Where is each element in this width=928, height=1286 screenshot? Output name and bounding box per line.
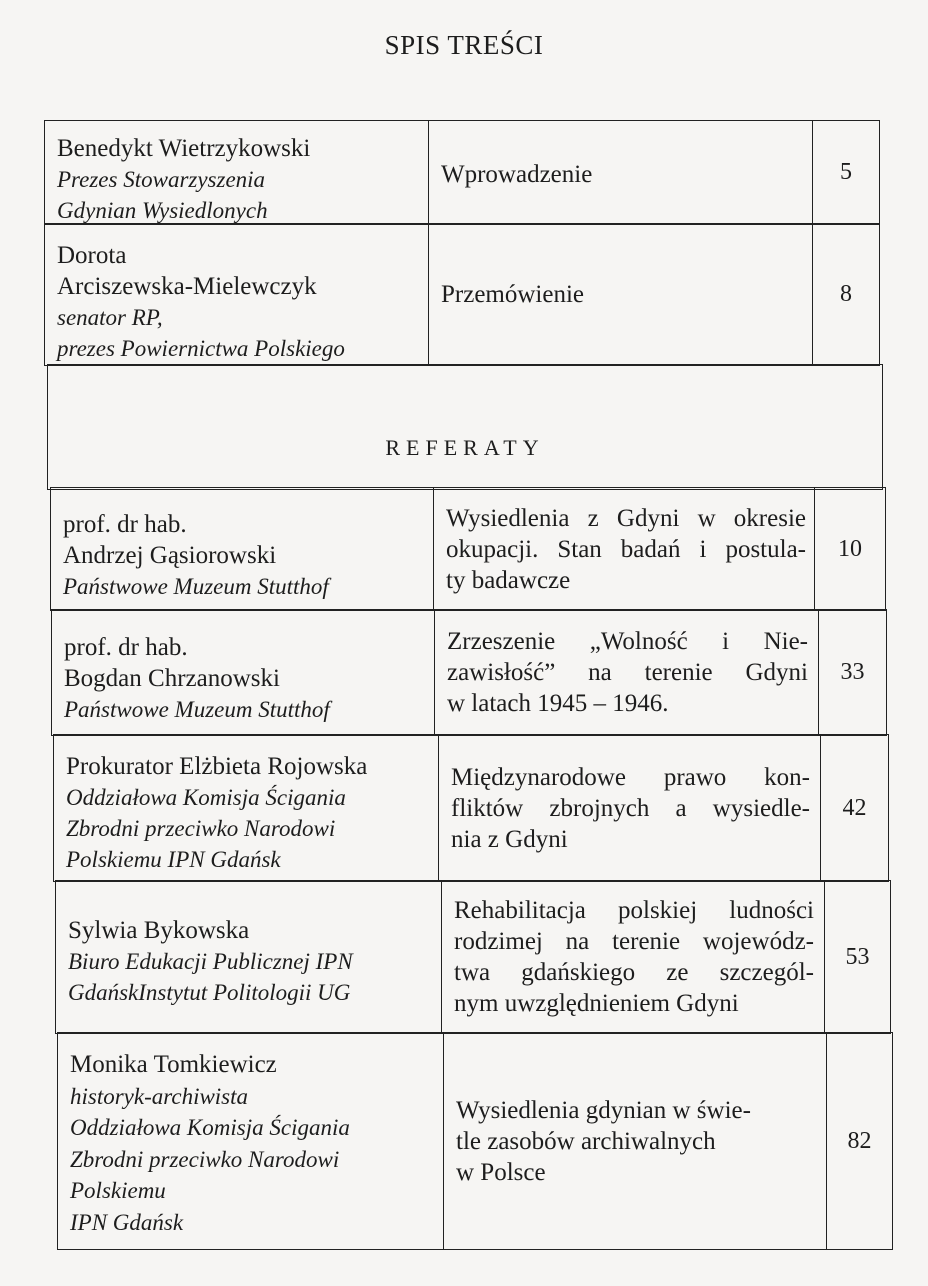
entry-author-block (51, 488, 434, 610)
entry-title-line: Zrzeszenie „Wolność i Nie- (447, 628, 808, 655)
author-affiliation: Państwowe Muzeum Stutthof (63, 574, 329, 599)
entry-title-line: Międzynarodowe prawo kon- (451, 763, 810, 791)
author-name: Dorota (57, 242, 127, 269)
entry-title-line: nia z Gdyni (451, 825, 568, 853)
author-affiliation: historyk-archiwista (70, 1083, 249, 1109)
toc-row-paper-2 (51, 609, 887, 736)
entry-author-block (58, 1033, 444, 1249)
author-affiliation: Gdynian Wysiedlonych (57, 198, 268, 223)
entry-title-line: Wysiedlenia z Gdyni w okresie (446, 504, 806, 532)
entry-title-line: nym uwzględnieniem Gdyni (454, 990, 739, 1017)
entry-page-number[interactable]: 82 (847, 1127, 872, 1154)
author-name: Sylwia Bykowska (68, 917, 250, 944)
author-affiliation: Prezes Stowarzyszenia (57, 167, 266, 192)
author-name: Arciszewska-Mielewczyk (57, 273, 317, 300)
author-affiliation: senator RP, (57, 305, 163, 330)
author-affiliation: GdańskInstytut Politologii UG (68, 980, 351, 1005)
section-heading: REFERATY (385, 435, 545, 460)
entry-title-line: rodzimej na terenie wojewódz- (454, 928, 814, 955)
entry-title-line: Wysiedlenia gdynian w świe- (456, 1096, 751, 1124)
entry-author-block (45, 121, 429, 224)
entry-page-number[interactable]: 42 (842, 794, 867, 821)
entry-title[interactable] (429, 224, 813, 365)
entry-page-number[interactable]: 8 (840, 281, 852, 307)
author-affiliation: Zbrodni przeciwko Narodowi (70, 1146, 340, 1172)
author-affiliation: Państwowe Muzeum Stutthof (64, 697, 330, 722)
entry-title-line: tle zasobów archiwalnych (456, 1127, 716, 1155)
entry-title[interactable] (434, 488, 814, 610)
entry-page-number[interactable]: 10 (838, 535, 862, 562)
entry-title-line: twa gdańskiego ze szczegól- (454, 959, 814, 986)
entry-page-number[interactable]: 33 (840, 659, 865, 685)
entry-title[interactable] (442, 881, 824, 1033)
entry-title-line: Przemówienie (441, 281, 585, 308)
entry-author-block (56, 881, 442, 1033)
author-name: Bogdan Chrzanowski (64, 665, 280, 692)
author-name: Prokurator Elżbieta Rojowska (66, 753, 368, 780)
author-affiliation: Oddziałowa Komisja Ścigania (66, 785, 346, 810)
entry-title[interactable] (444, 1033, 826, 1249)
entry-title-line: Rehabilitacja polskiej ludności (454, 897, 814, 924)
section-heading-row (47, 364, 883, 490)
author-affiliation: prezes Powiernictwa Polskiego (57, 336, 345, 361)
author-affiliation: Biuro Edukacji Publicznej IPN (68, 949, 353, 974)
entry-page-number[interactable]: 53 (845, 943, 870, 970)
entry-author-block (52, 610, 435, 735)
page-title: SPIS TREŚCI (384, 30, 544, 60)
author-affiliation: Polskiemu IPN Gdańsk (66, 847, 281, 872)
entry-title-line: w latach 1945 – 1946. (447, 690, 669, 717)
toc-row-paper-5 (57, 1032, 893, 1250)
entry-title[interactable] (439, 735, 820, 881)
author-name: Andrzej Gąsiorowski (63, 542, 277, 569)
author-name: Monika Tomkiewicz (70, 1051, 277, 1078)
entry-author-block (45, 224, 429, 365)
author-name: prof. dr hab. (64, 634, 188, 661)
entry-title-line: Wprowadzenie (441, 161, 593, 188)
author-name: prof. dr hab. (63, 511, 187, 538)
entry-title-line: fliktów zbrojnych a wysiedle- (451, 794, 810, 822)
toc-row-intro-2 (44, 223, 880, 366)
entry-title[interactable] (429, 121, 813, 224)
entry-author-block (54, 735, 439, 881)
author-affiliation: Polskiemu (70, 1178, 166, 1203)
toc-row-paper-3 (53, 734, 889, 882)
entry-title-line: zawisłość” na terenie Gdyni (447, 659, 808, 686)
toc-row-paper-1 (50, 487, 886, 611)
entry-title-line: okupacji. Stan badań i postula- (446, 535, 806, 563)
entry-title[interactable] (435, 610, 818, 735)
author-affiliation: Zbrodni przeciwko Narodowi (66, 816, 336, 841)
toc-row-paper-4 (55, 880, 891, 1034)
author-affiliation: Oddziałowa Komisja Ścigania (70, 1115, 350, 1140)
entry-page-number[interactable]: 5 (840, 159, 852, 185)
entry-title-line: ty badawcze (446, 566, 571, 594)
author-affiliation: IPN Gdańsk (70, 1209, 184, 1235)
entry-title-line: w Polsce (456, 1158, 546, 1186)
author-name: Benedykt Wietrzykowski (57, 135, 311, 162)
toc-row-intro-1 (44, 120, 880, 225)
